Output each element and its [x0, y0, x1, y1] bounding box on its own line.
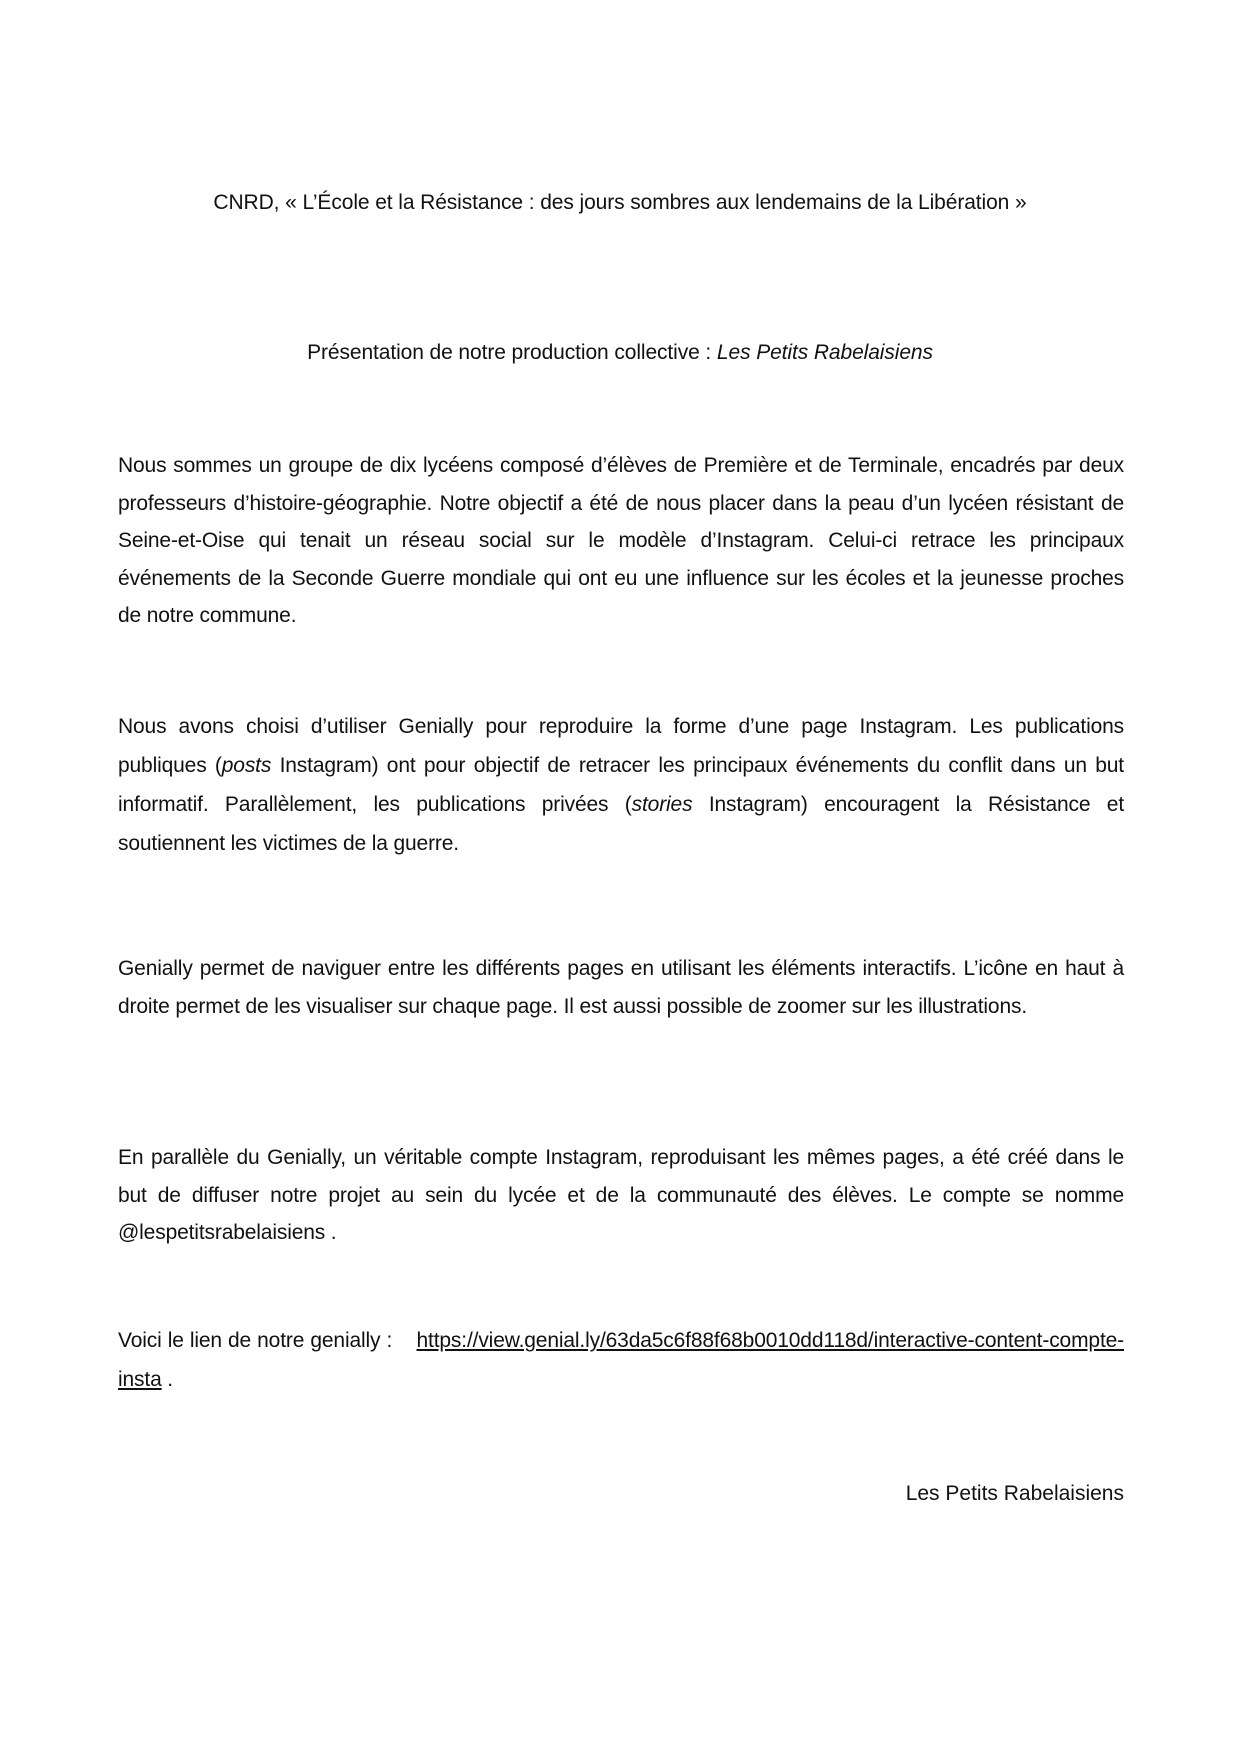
link-intro: Voici le lien de notre genially : — [118, 1329, 399, 1352]
signature: Les Petits Rabelaisiens — [905, 1482, 1124, 1505]
document-subtitle — [0, 341, 1240, 365]
document-title: CNRD, « L’École et la Résistance : des jours sombres aux lendemains de la Libération » — [213, 191, 1027, 214]
p2-text-2: Instagram) ont pour objectif de retracer les principaux événements du conflit dans un but informatif. Parallèlement, les publications privées ( — [118, 754, 1124, 816]
subtitle-project-name: Les Petits Rabelaisiens — [716, 341, 933, 364]
paragraph-instagram-account: En parallèle du Genially, un véritable compte Instagram, reproduisant les mêmes pages, a été créé dans le but de diffuser notre projet au sein du lycée et de la communauté des élèves. Le compte se nomme @lespetitsrabelaisiens . — [118, 1146, 1124, 1244]
p2-italic-posts: posts — [221, 754, 272, 777]
p2-text-1: Nous avons choisi d’utiliser Genially pour reproduire la forme d’une page Instagram. Les publications publiques ( — [118, 715, 1124, 777]
link-suffix: . — [161, 1368, 173, 1391]
paragraph-genially-choice — [118, 707, 1124, 863]
paragraph-genially-link — [118, 1321, 1124, 1399]
p2-italic-stories: stories — [631, 793, 693, 816]
subtitle-prefix: Présentation de notre production collective : — [307, 341, 717, 364]
p2-text-3: Instagram) encouragent la Résistance et soutiennent les victimes de la guerre. — [118, 793, 1125, 855]
genially-link[interactable]: https://view.genial.ly/63da5c6f88f68b0010dd118d/interactive-content-compte-insta — [118, 1329, 1124, 1391]
paragraph-navigation: Genially permet de naviguer entre les différents pages en utilisant les éléments interactifs. L’icône en haut à droite permet de les visualiser sur chaque page. Il est aussi possible de zoomer sur les illustrations. — [118, 957, 1124, 1018]
paragraph-group-presentation: Nous sommes un groupe de dix lycéens composé d’élèves de Première et de Terminale, encadrés par deux professeurs d’histoire-géographie. Notre objectif a été de nous placer dans la peau d’un lycéen résistant de Seine-et-Oise qui tenait un réseau social sur le modèle d’Instagram. Celui-ci retrace les principaux événements de la Seconde Guerre mondiale qui ont eu une influence sur les écoles et la jeunesse proches de notre commune. — [118, 454, 1124, 627]
